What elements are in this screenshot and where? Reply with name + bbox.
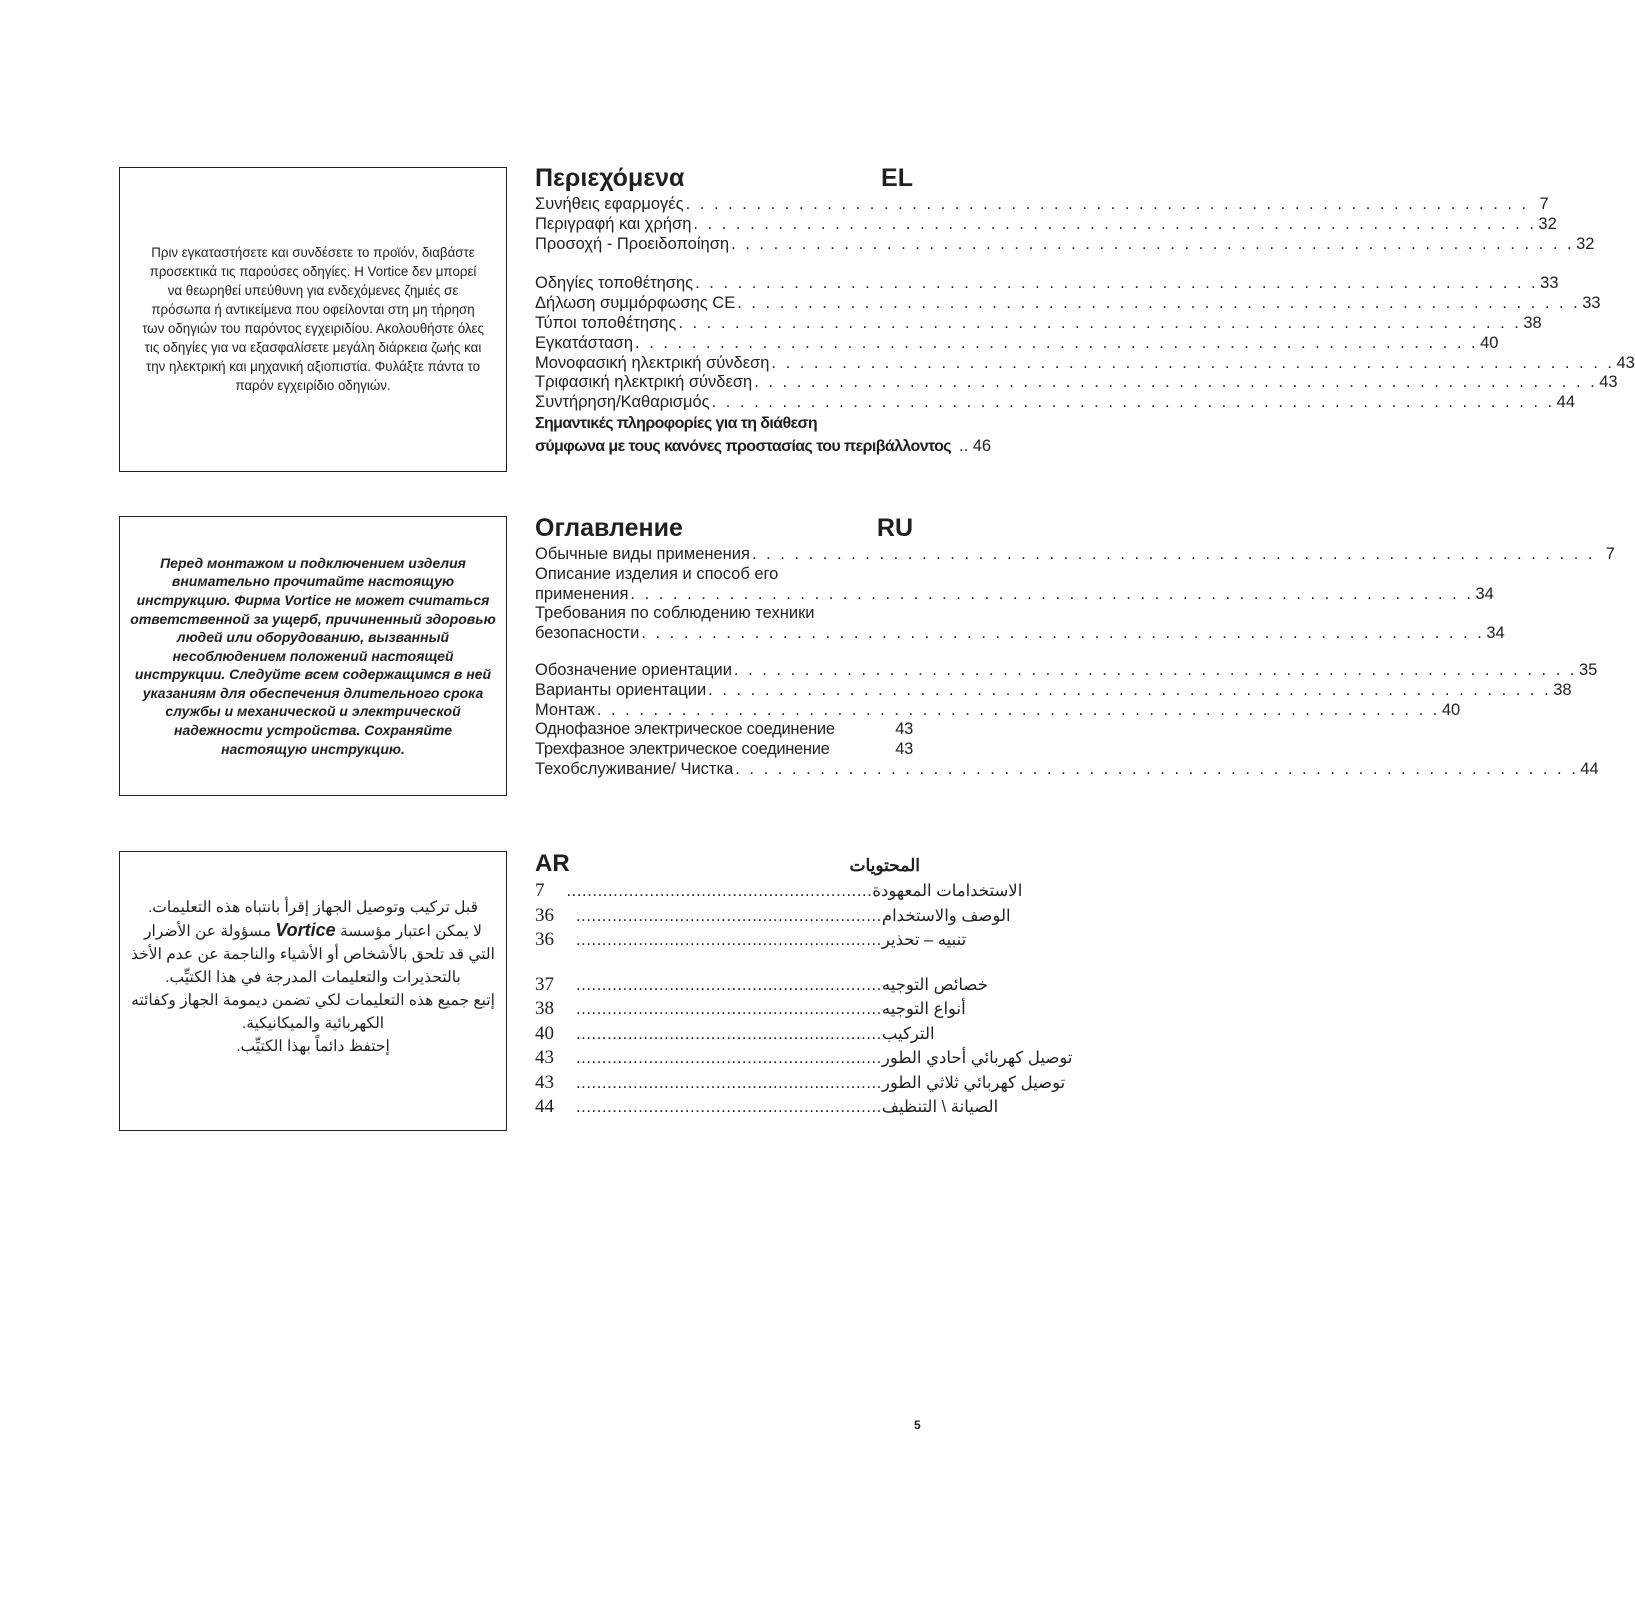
toc-entry-disposal-line2: σύμφωνα με τους κανόνες προστασίας του περιβάλλοντος bbox=[535, 437, 951, 455]
notice-box-ar bbox=[119, 851, 507, 1131]
toc-list-ar-a bbox=[535, 879, 1023, 953]
toc-entry: 37 ..... خصائص التوجيه bbox=[535, 973, 920, 998]
notice-ar-para1: قبل تركيب وتوصيل الجهاز إقرأ بانتباه هذه التعليمات. bbox=[147, 899, 478, 916]
language-code-ar: AR bbox=[535, 850, 570, 877]
toc-entry-disposal-page: .. 46 bbox=[959, 436, 992, 455]
toc-entry: Δήλωση συμμόρφωσης CE . . . 33 bbox=[535, 294, 913, 314]
toc-entry: Περιγραφή και χρήση . . . 32 bbox=[535, 215, 913, 235]
toc-entry: Монтаж . . . 40 bbox=[535, 701, 913, 721]
toc-entry: Οδηγίες τοποθέτησης . . . 33 bbox=[535, 274, 913, 294]
toc-entry: 44 ..... الصيانة \ التنظيف bbox=[535, 1095, 920, 1120]
notice-ar-para4: إحتفظ دائماً بهذا الكتيِّب. bbox=[236, 1038, 390, 1055]
language-code-el: EL bbox=[881, 164, 913, 192]
notice-ar-para2: لا يمكن اعتبار مؤسسة Vortice مسؤولة عن الأضرار التي قد تلحق بالأشخاص أو الأشياء والناجمة عن عدم الأخذ بالتحذيرات والتعليمات المدرجة في هذا الكتيِّب. bbox=[131, 920, 495, 986]
toc-header-ru bbox=[535, 511, 913, 545]
toc-entry: безопасности . . . 34 bbox=[535, 624, 913, 644]
toc-entry: Συντήρηση/Καθαρισμός . . . 44 bbox=[535, 393, 913, 413]
toc-title-el: Περιεχόμενα bbox=[535, 164, 685, 192]
toc-entry: Μονοφασική ηλεκτρική σύνδεση . . . 43 bbox=[535, 354, 913, 374]
language-code-ru: RU bbox=[876, 514, 913, 542]
notice-text-ar bbox=[120, 852, 506, 1058]
toc-el bbox=[535, 161, 1635, 458]
toc-entry: применения . . . 34 bbox=[535, 585, 913, 605]
toc-entry: Προσοχή - Προειδοποίηση . . . 32 bbox=[535, 235, 913, 255]
toc-entry: Обозначение ориентации . . . 35 bbox=[535, 661, 913, 681]
toc-list-el-b bbox=[535, 274, 1635, 413]
notice-box-ru bbox=[119, 516, 507, 796]
toc-title-ru: Оглавление bbox=[535, 514, 683, 542]
toc-entry-disposal-line1: Σημαντικές πληροφορίες για τη διάθεση bbox=[535, 414, 818, 432]
toc-entry-wrap: Требования по соблюдению техники bbox=[535, 604, 815, 623]
toc-header-ar bbox=[535, 851, 920, 879]
toc-ar bbox=[535, 850, 1073, 1120]
toc-entry: Трехфазное электрическое соединение 43 bbox=[535, 740, 913, 759]
toc-list-ru-a bbox=[535, 545, 1615, 644]
toc-entry: Συνήθεις εφαρμογές . . . 7 bbox=[535, 195, 913, 215]
toc-entry: 36 ..... الوصف والاستخدام bbox=[535, 904, 920, 929]
toc-entry: 43 ..... توصيل كهربائي ثلاثي الطور bbox=[535, 1071, 920, 1096]
toc-header-el bbox=[535, 161, 913, 195]
toc-title-ar: المحتويات bbox=[849, 856, 920, 875]
toc-ru bbox=[535, 511, 1615, 780]
toc-entry: 38 ..... أنواع التوجيه bbox=[535, 997, 920, 1022]
toc-entry: Обычные виды применения . . . 7 bbox=[535, 545, 913, 565]
notice-box-el bbox=[119, 167, 507, 472]
toc-entry: 36 ..... تنبيه – تحذير bbox=[535, 928, 920, 953]
brand-name: Vortice bbox=[275, 920, 336, 940]
toc-entry: Варианты ориентации . . . 38 bbox=[535, 681, 913, 701]
toc-entry: Εγκατάσταση . . . 40 bbox=[535, 334, 913, 354]
toc-list-el-a bbox=[535, 195, 1595, 254]
page-number: 5 bbox=[914, 1418, 921, 1432]
toc-entry-wrap: Описание изделия и способ его bbox=[535, 564, 779, 583]
toc-entry: Техобслуживание/ Чистка . . . 44 bbox=[535, 760, 913, 780]
notice-ar-para3: إتبع جميع هذه التعليمات لكي تضمن ديمومة الجهاز وكفائته الكهربائية والميكانيكية. bbox=[131, 992, 495, 1032]
toc-entry: Τριφασική ηλεκτρική σύνδεση . . . 43 bbox=[535, 373, 913, 393]
toc-entry: 43 ..... توصيل كهربائي أحادي الطور bbox=[535, 1046, 920, 1071]
toc-list-ar-b bbox=[535, 973, 1073, 1120]
toc-list-ru-b bbox=[535, 660, 1599, 780]
toc-entry: Однофазное электрическое соединение 43 bbox=[535, 720, 913, 739]
toc-entry: 7 ..... الاستخدامات المعهودة bbox=[535, 879, 920, 904]
toc-entry: 40 ..... التركيب bbox=[535, 1022, 920, 1047]
notice-text-ru: Перед монтажом и подключением изделия внимательно прочитайте настоящую инструкцию. Фирма Vortice не может считаться ответственной за ущерб, причиненный здоровью людей или оборудованию, вызванный несоблюдением положений настоящей инструкции. Следуйте всем содержащимся в ней указаниям для обеспечения длительного срока службы и механической и электрической надежности устройства. Сохраняйте настоящую инструкцию. bbox=[130, 554, 496, 757]
notice-text-el: Πριν εγκαταστήσετε και συνδέσετε το προϊόν, διαβάστε προσεκτικά τις παρούσες οδηγίες. Η Vortice δεν μπορεί να θεωρηθεί υπεύθυνη για ενδεχόμενες ζημιές σε πρόσωπα ή αντικείμενα που οφείλονται στη μη τήρηση των οδηγιών του παρόντος εγχειριδίου. Ακολουθήστε όλες τις οδηγίες για να εξασφαλίσετε μεγάλη διάρκεια ζωής και την ηλεκτρική και μηχανική αξιοπιστία. Φυλάξτε πάντα το παρόν εγχειρίδιο οδηγιών. bbox=[142, 244, 484, 394]
toc-entry: Τύποι τοποθέτησης . . . 38 bbox=[535, 314, 913, 334]
toc-entry-disposal bbox=[535, 435, 992, 458]
